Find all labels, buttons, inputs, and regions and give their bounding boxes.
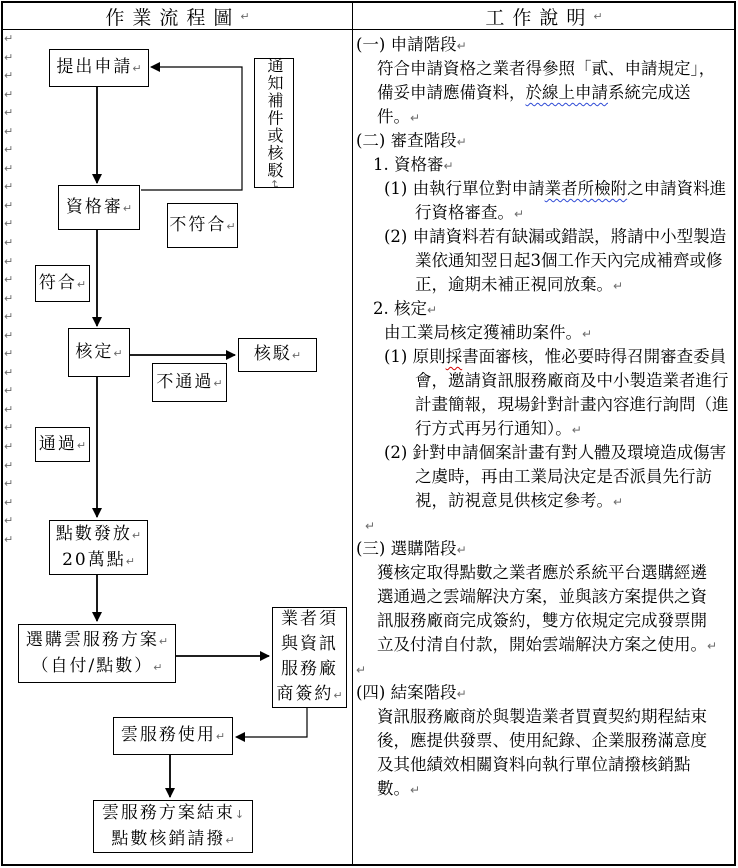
paragraph-mark: ↵ [132,62,142,75]
paragraph-marks-column [4,30,13,549]
flow-box-select-cloud-plan [18,624,176,683]
paragraph-mark: ↵ [4,180,14,194]
flowchart [0,0,352,868]
flow-box-line [276,682,342,708]
text-segment: 備妥申請應備資料， [377,83,526,102]
flow-box-sign-contract [272,607,347,708]
paragraph-mark: ↵ [4,198,14,212]
paragraph-mark: ↵ [613,279,624,293]
work-instructions [356,33,734,801]
flow-box-label: 雲服務使用 [120,725,216,745]
paragraph-mark: ↵ [4,421,14,435]
flow-box-label: 雲服務方案結束 [101,802,235,823]
flow-box-line [39,271,86,297]
text-segment: 後，應提供發票、使用紀錄、企業服務滿意度 [377,731,707,750]
paragraph-mark: ↵ [4,347,14,361]
text-line [356,321,734,345]
flow-box-points-issuance [49,520,148,575]
paragraph-mark: ↵ [4,50,14,64]
paragraph-mark: ↵ [4,384,14,398]
paragraph-mark: ↵ [443,159,454,173]
paragraph-mark: ↵ [213,376,223,390]
text-segment: 資訊服務廠商於與製造業者買賣契約期程結束 [377,707,707,726]
paragraph-mark: ↵ [4,532,14,546]
paragraph-mark: ↵ [514,207,525,221]
text-line [356,81,734,105]
paragraph-mark: ↵ [4,106,14,120]
flow-box-line [156,370,222,396]
flow-box-notify-supplement-or-reject [254,58,294,188]
left-header-label: 作業流程圖 [105,6,241,29]
text-segment: (2) 申請資料若有缺漏或錯誤，將請中小型製造 [384,227,727,246]
text-segment: 由工業局核定獲補助案件。 [384,323,582,342]
text-segment: 選通過之雲端解決方案，並與該方案提供之資 [377,587,707,606]
paragraph-mark: ↵ [4,236,14,250]
paragraph-mark: ↵ [613,495,624,509]
text-line [356,393,734,417]
paragraph-mark: ↵ [4,32,14,45]
flow-box-label: 點數核銷請撥 [111,828,226,849]
paragraph-mark: ↵ [427,303,438,317]
text-segment: 正，逾期未補正視同放棄。 [415,275,613,294]
paragraph-mark: ↵ [4,291,14,305]
flow-box-label: 核定 [75,341,114,362]
paragraph-mark: ↵ [4,514,14,528]
flow-box-line [281,632,338,657]
paragraph-mark: ↵ [571,423,582,437]
text-segment: 會，邀請資訊服務廠商及中小製造業者進行 [415,371,729,390]
flow-box-line [281,607,338,632]
flow-box-line [26,628,168,654]
flow-box-plan-end-points-writeoff [93,800,253,853]
flow-box-rejection [238,338,317,372]
text-line [356,129,734,153]
flow-box-line [56,55,141,81]
paragraph-mark: ↵ [268,179,281,189]
text-line [356,369,734,393]
text-segment: (四) 結案階段 [356,683,457,702]
text-line [356,417,734,441]
spellcheck-flagged-text: 採 [445,347,463,366]
column-divider [352,3,353,865]
flow-box-line [169,213,235,239]
text-segment: 計畫簡報，現場針對計畫內容進行詢問（進 [415,395,729,414]
flow-box-line [66,195,132,221]
text-line [356,465,734,489]
text-line [356,513,734,537]
paragraph-mark: ↵ [4,143,14,157]
paragraph-mark: ↵ [4,254,14,268]
text-line [356,585,734,609]
text-line [356,441,734,465]
paragraph-mark: ↵ [122,201,133,215]
text-segment: 獲核定取得點數之業者應於系統平台選購經遴 [377,563,707,582]
paragraph-mark: ↓ [234,807,245,821]
right-column-header [353,3,735,29]
text-line [356,249,734,273]
flow-box-label: 不通過 [156,371,214,392]
flow-box-line [32,654,163,680]
flow-box-apply [49,49,149,87]
flow-box-not-conform [167,203,238,248]
paragraph-mark: ↵ [707,639,718,653]
flow-box-label: 業者須 [281,609,338,629]
text-line [356,609,734,633]
flow-box-label: 核駁 [253,344,292,364]
text-segment: 符合申請資格之業者得參照「貳、申請規定」， [377,59,716,78]
flow-box-line [254,342,301,368]
flow-box-label: 提出申請 [56,57,133,77]
paragraph-mark: ↵ [333,689,343,702]
text-line [356,705,734,729]
text-line [356,777,734,801]
paragraph-mark: ↵ [4,440,14,454]
paragraph-mark: ↵ [456,687,467,701]
text-segment: 之虞時，再由工業局決定是否派員先行訪 [415,467,712,486]
paragraph-mark: ↵ [365,519,376,533]
flow-box-label: 點數發放 [55,523,132,544]
paragraph-mark: ↵ [356,663,367,677]
text-segment: 業依通知翌日起3個工作天內完成補齊或修 [415,251,723,270]
flow-box-line [56,522,141,548]
text-segment: (1) 原則 [384,347,446,366]
flow-box-label: 與資訊 [281,634,338,654]
paragraph-mark: ↵ [113,346,123,360]
flow-box-line [102,801,244,827]
spellcheck-flagged-text: 於線上申請 [525,83,608,102]
paragraph-mark: ↵ [4,87,14,101]
paragraph-mark: ↵ [410,111,421,125]
text-line [356,273,734,297]
flow-box-line [255,57,293,189]
paragraph-mark: ↵ [4,217,14,231]
paragraph-mark: ↵ [4,328,14,342]
paragraph-mark: ↵ [456,543,467,557]
text-line [356,297,734,321]
flow-box-cloud-service-use [113,717,233,755]
text-line [356,345,734,369]
flow-box-label: （自付/點數） [31,655,154,676]
arrow-contract-to-use [236,708,307,737]
text-segment: 數。 [377,779,410,798]
text-line [356,681,734,705]
text-line [356,33,734,57]
flow-box-qualification [58,185,140,230]
flow-box-label: 不符合 [169,214,227,235]
arrow-loop-back-to-apply [141,67,242,190]
flow-box-label: 符合 [38,272,77,293]
text-line [356,537,734,561]
paragraph-mark: ↵ [226,219,236,233]
text-segment: (1) 由執行單位對申請 [384,179,545,198]
paragraph-mark: ↵ [582,327,593,341]
text-segment: 視，訪視意見供核定參考。 [415,491,613,510]
paragraph-mark: ↵ [76,438,87,452]
paragraph-mark: ↵ [410,783,421,797]
paragraph-mark: ↵ [215,730,226,743]
flow-box-label: 20萬點 [62,549,126,570]
paragraph-mark: ↵ [76,277,87,291]
flow-box-label: 選購雲服務方案 [25,629,159,650]
paragraph-mark: ↵ [240,9,250,23]
paragraph-mark: ↵ [225,833,235,847]
flow-box-not-pass [152,363,227,402]
flow-box-label: 通知補件或核駁 [265,57,284,180]
paragraph-mark: ↵ [456,39,467,53]
text-segment: 及其他績效相關資料向執行單位請撥核銷點 [377,755,691,774]
text-segment: 立及付清自付款，開始雲端解決方案之使用。 [377,635,707,654]
flow-box-line [39,432,86,458]
text-segment: (二) 審查階段 [356,131,457,150]
text-line [356,489,734,513]
flow-box-line [111,827,234,853]
flow-box-line [121,723,225,749]
text-segment: (三) 選購階段 [356,539,457,558]
paragraph-mark: ↵ [4,477,14,491]
paragraph-mark: ↵ [158,634,169,648]
text-line [356,105,734,129]
text-segment: 系統完成送 [608,83,691,102]
paragraph-mark: ↵ [4,310,14,324]
text-segment: (2) 針對申請個案計畫有對人體及環境造成傷害 [384,443,727,462]
paragraph-mark: ↵ [4,458,14,472]
flow-box-approval [68,328,130,377]
text-line [356,177,734,201]
paragraph-mark: ↵ [4,365,14,379]
flow-box-label: 通過 [38,433,77,454]
paragraph-mark: ↵ [4,161,14,175]
text-line [356,753,734,777]
text-segment: 件。 [377,107,410,126]
paragraph-mark: ↵ [153,660,163,674]
flow-box-label: 服務廠 [281,659,338,679]
paragraph-mark: ↵ [4,402,14,416]
flow-box-conform [35,265,90,302]
flow-box-line [281,657,338,682]
text-line [356,153,734,177]
text-segment: 2. 核定 [373,299,427,318]
text-segment: 書面審核，惟必要時得召開審查委員 [462,347,727,366]
text-line [356,633,734,657]
spellcheck-flagged-text: 業者所檢附 [544,179,628,198]
text-line [356,657,734,681]
text-line [356,201,734,225]
flow-box-label: 資格審 [65,196,123,217]
text-segment: 行資格審查。 [415,203,514,222]
paragraph-mark: ↵ [125,554,135,568]
text-segment: 行方式再另行通知）。 [415,419,572,438]
paragraph-mark: ↵ [456,135,467,149]
text-line [356,729,734,753]
right-header-label: 工作說明 [485,6,594,29]
flow-box-line [62,548,135,574]
flow-box-pass [35,427,90,462]
paragraph-mark: ↵ [4,124,14,138]
text-segment: 訊服務廠商完成簽約，雙方依規定完成發票開 [377,611,707,630]
paragraph-mark: ↵ [131,528,142,542]
paragraph-mark: ↵ [593,9,603,23]
flow-box-line [75,340,122,366]
paragraph-mark: ↵ [4,495,14,509]
text-line [356,225,734,249]
paragraph-mark: ↵ [4,69,14,83]
text-segment: 1. 資格審 [373,155,444,174]
text-segment: 之申請資料進 [627,179,727,198]
paragraph-mark: ↵ [4,273,14,287]
text-line [356,561,734,585]
text-line [356,57,734,81]
flow-box-label: 商簽約 [276,684,334,704]
paragraph-mark: ↵ [291,349,302,362]
text-segment: (一) 申請階段 [356,35,457,54]
